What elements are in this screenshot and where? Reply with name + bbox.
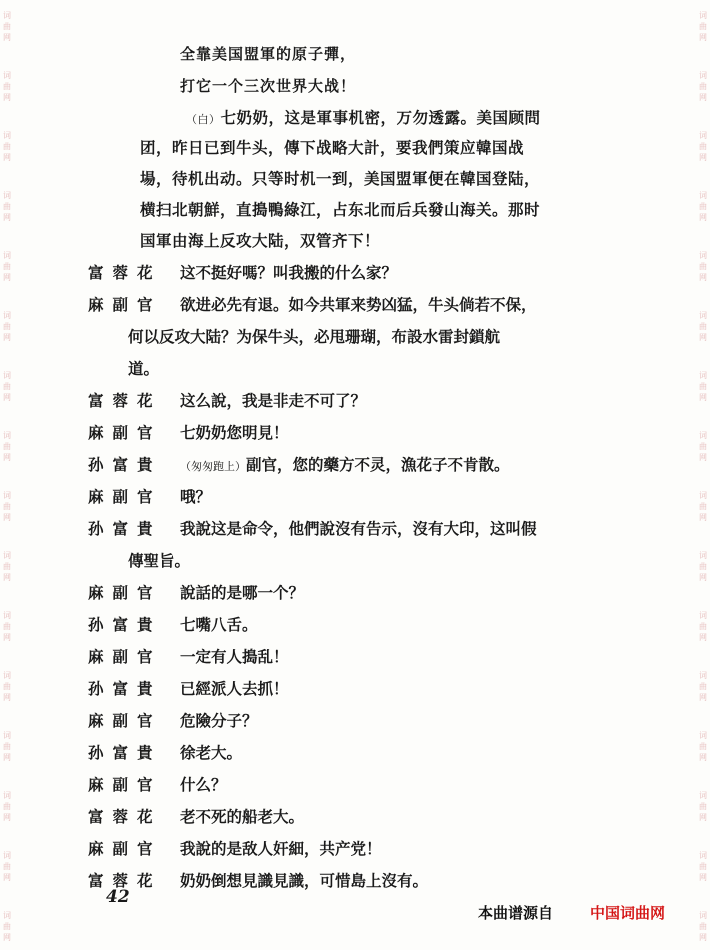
watermark-char: 曲 — [699, 142, 707, 151]
watermark-char: 网 — [3, 453, 11, 462]
speaker-name: 富蓉花 — [88, 807, 162, 826]
speaker-name: 麻副官 — [88, 647, 162, 666]
watermark-char: 网 — [699, 393, 707, 402]
watermark-char: 曲 — [699, 502, 707, 511]
watermark-mark — [0, 430, 14, 463]
narration-line: 七奶奶，这是軍事机密，万勿透露。美国顾問 — [220, 108, 541, 127]
speaker-name: 富蓉花 — [88, 871, 162, 890]
dialogue-text: 什么？ — [180, 775, 227, 794]
watermark-char: 网 — [699, 33, 707, 42]
watermark-char: 网 — [3, 693, 11, 702]
watermark-mark — [696, 790, 710, 823]
watermark-char: 曲 — [699, 382, 707, 391]
watermark-char: 词 — [699, 611, 707, 620]
watermark-mark — [0, 670, 14, 703]
watermark-char: 网 — [3, 513, 11, 522]
watermark-mark — [0, 790, 14, 823]
watermark-char: 曲 — [3, 622, 11, 631]
dialogue-text: 这不挺好嗎？叫我搬的什么家？ — [180, 263, 398, 282]
watermark-char: 词 — [699, 491, 707, 500]
watermark-char: 网 — [699, 753, 707, 762]
dialogue-text: 我說的是敌人奸細，共产党！ — [180, 839, 382, 858]
watermark-mark — [0, 250, 14, 283]
watermark-mark — [0, 730, 14, 763]
watermark-char: 曲 — [699, 82, 707, 91]
watermark-mark — [0, 850, 14, 883]
dialogue-text: 已經派人去抓！ — [180, 679, 289, 698]
watermark-char: 曲 — [699, 862, 707, 871]
watermark-mark — [696, 10, 710, 43]
dialogue-text: 欲进必先有退。如今共軍来势凶猛，牛头倘若不保， — [180, 295, 537, 314]
watermark-char: 词 — [3, 671, 11, 680]
watermark-char: 词 — [3, 491, 11, 500]
narration-line: 国軍由海上反攻大陆，双管齐下！ — [140, 231, 381, 250]
watermark-char: 网 — [699, 453, 707, 462]
watermark-char: 曲 — [699, 922, 707, 931]
speaker-name: 麻副官 — [88, 711, 162, 730]
watermark-char: 词 — [3, 71, 11, 80]
watermark-char: 网 — [699, 93, 707, 102]
watermark-char: 词 — [699, 731, 707, 740]
dialogue-text: 老不死的船老大。 — [180, 807, 305, 826]
watermark-char: 曲 — [699, 802, 707, 811]
watermark-char: 网 — [699, 633, 707, 642]
watermark-mark — [0, 910, 14, 943]
speaker-name: 富蓉花 — [88, 391, 162, 410]
watermark-mark — [696, 490, 710, 523]
dialogue-line — [180, 613, 258, 635]
dialogue-line — [180, 293, 537, 315]
watermark-char: 词 — [3, 131, 11, 140]
watermark-mark — [0, 550, 14, 583]
watermark-mark — [696, 550, 710, 583]
dialogue-text: 这么說，我是非走不可了？ — [180, 391, 367, 410]
watermark-char: 词 — [3, 191, 11, 200]
watermark-char: 曲 — [3, 502, 11, 511]
watermark-mark — [696, 130, 710, 163]
watermark-char: 曲 — [3, 682, 11, 691]
watermark-mark — [696, 190, 710, 223]
watermark-char: 曲 — [3, 202, 11, 211]
watermark-char: 词 — [699, 671, 707, 680]
watermark-right — [696, 0, 710, 950]
watermark-mark — [0, 310, 14, 343]
dialogue-line — [180, 453, 510, 475]
watermark-mark — [0, 10, 14, 43]
watermark-char: 网 — [699, 873, 707, 882]
watermark-char: 词 — [699, 431, 707, 440]
watermark-char: 网 — [3, 393, 11, 402]
dialogue-line — [180, 645, 289, 667]
watermark-char: 网 — [699, 513, 707, 522]
watermark-char: 词 — [3, 611, 11, 620]
dialogue-line — [180, 485, 211, 507]
watermark-char: 网 — [699, 693, 707, 702]
watermark-char: 词 — [3, 311, 11, 320]
watermark-char: 词 — [3, 851, 11, 860]
watermark-char: 曲 — [699, 682, 707, 691]
footer-site-name: 中国词曲网 — [590, 904, 666, 922]
watermark-char: 曲 — [3, 802, 11, 811]
watermark-char: 曲 — [699, 742, 707, 751]
watermark-mark — [696, 250, 710, 283]
dialogue-text: 危險分子？ — [180, 711, 258, 730]
watermark-char: 网 — [3, 333, 11, 342]
watermark-char: 网 — [699, 273, 707, 282]
watermark-mark — [696, 310, 710, 343]
speaker-name: 孙富貴 — [88, 455, 162, 474]
watermark-mark — [696, 70, 710, 103]
dialogue-text: 七嘴八舌。 — [180, 615, 258, 634]
watermark-char: 网 — [699, 813, 707, 822]
speaker-name: 孙富貴 — [88, 743, 162, 762]
watermark-char: 词 — [3, 11, 11, 20]
dialogue-line — [180, 421, 289, 443]
dialogue-line — [180, 261, 397, 283]
dialogue-line — [180, 517, 537, 539]
verse-line: 打它一个三次世界大战！ — [180, 77, 357, 95]
watermark-char: 曲 — [3, 262, 11, 271]
watermark-char: 曲 — [3, 82, 11, 91]
watermark-mark — [696, 610, 710, 643]
narration-line: 横扫北朝鮮，直搗鴨綠江，占东北而后兵發山海关。那时 — [140, 200, 541, 219]
narration-line: 場，待机出动。只等时机一到，美国盟軍便在韓国登陆， — [140, 169, 541, 188]
speaker-name: 麻副官 — [88, 487, 162, 506]
watermark-char: 词 — [699, 791, 707, 800]
dialogue-text: 七奶奶您明見！ — [180, 423, 289, 442]
stage-direction: （匆匆跑上） — [180, 460, 246, 473]
watermark-char: 曲 — [3, 442, 11, 451]
watermark-mark — [0, 370, 14, 403]
stage-direction: （白） — [186, 113, 221, 126]
watermark-char: 词 — [3, 251, 11, 260]
watermark-char: 曲 — [699, 22, 707, 31]
watermark-char: 词 — [3, 731, 11, 740]
speaker-name: 富蓉花 — [88, 263, 162, 282]
watermark-mark — [0, 610, 14, 643]
dialogue-continuation: 道。 — [128, 359, 160, 378]
speaker-name: 麻副官 — [88, 583, 162, 602]
watermark-char: 网 — [3, 753, 11, 762]
watermark-mark — [0, 490, 14, 523]
watermark-char: 词 — [699, 11, 707, 20]
dialogue-continuation: 傳聖旨。 — [128, 551, 191, 570]
footer-source-label: 本曲谱源自 — [478, 904, 554, 922]
watermark-char: 曲 — [699, 322, 707, 331]
watermark-char: 曲 — [3, 922, 11, 931]
watermark-mark — [0, 130, 14, 163]
watermark-char: 词 — [699, 71, 707, 80]
watermark-char: 网 — [3, 933, 11, 942]
watermark-char: 曲 — [3, 142, 11, 151]
watermark-char: 词 — [699, 551, 707, 560]
dialogue-text: 哦？ — [180, 487, 212, 506]
watermark-char: 网 — [3, 273, 11, 282]
watermark-char: 词 — [699, 371, 707, 380]
dialogue-text: 一定有人搗乱！ — [180, 647, 289, 666]
watermark-char: 曲 — [699, 562, 707, 571]
watermark-char: 曲 — [699, 442, 707, 451]
watermark-char: 网 — [3, 213, 11, 222]
watermark-char: 网 — [699, 573, 707, 582]
watermark-char: 网 — [699, 153, 707, 162]
watermark-char: 网 — [3, 33, 11, 42]
watermark-char: 词 — [3, 791, 11, 800]
watermark-char: 曲 — [3, 562, 11, 571]
watermark-char: 曲 — [3, 22, 11, 31]
speaker-name: 孙富貴 — [88, 519, 162, 538]
watermark-char: 网 — [3, 813, 11, 822]
watermark-char: 词 — [699, 131, 707, 140]
speaker-name: 麻副官 — [88, 423, 162, 442]
dialogue-line — [180, 869, 428, 891]
speaker-name: 麻副官 — [88, 775, 162, 794]
narration-line: 团，昨日已到牛头，傳下战略大計，要我們策应韓国战 — [140, 138, 525, 157]
narration-block — [140, 106, 620, 256]
page-number: 42 — [106, 887, 130, 907]
watermark-char: 词 — [3, 551, 11, 560]
watermark-mark — [696, 910, 710, 943]
dialogue-line — [180, 837, 382, 859]
watermark-char: 网 — [699, 333, 707, 342]
watermark-char: 曲 — [3, 742, 11, 751]
watermark-char: 网 — [3, 153, 11, 162]
watermark-char: 网 — [3, 93, 11, 102]
watermark-mark — [0, 70, 14, 103]
watermark-left — [0, 0, 14, 950]
watermark-char: 词 — [699, 251, 707, 260]
dialogue-text: 徐老大。 — [180, 743, 243, 762]
verse-line: 全靠美国盟軍的原子彈， — [180, 45, 357, 63]
watermark-char: 曲 — [3, 322, 11, 331]
dialogue-continuation: 何以反攻大陆？为保牛头，必甩珊瑚，布設水雷封鎖航 — [128, 327, 501, 346]
speaker-name: 孙富貴 — [88, 679, 162, 698]
speaker-name: 孙富貴 — [88, 615, 162, 634]
watermark-char: 曲 — [3, 862, 11, 871]
watermark-char: 网 — [3, 573, 11, 582]
speaker-name: 麻副官 — [88, 839, 162, 858]
watermark-mark — [696, 730, 710, 763]
dialogue-line — [180, 677, 289, 699]
dialogue-line — [180, 741, 242, 763]
watermark-char: 词 — [3, 911, 11, 920]
watermark-char: 词 — [699, 851, 707, 860]
watermark-mark — [696, 670, 710, 703]
speaker-name: 麻副官 — [88, 295, 162, 314]
watermark-char: 曲 — [3, 382, 11, 391]
watermark-char: 词 — [3, 431, 11, 440]
dialogue-line — [180, 709, 258, 731]
watermark-mark — [696, 850, 710, 883]
watermark-mark — [696, 370, 710, 403]
watermark-char: 词 — [699, 911, 707, 920]
dialogue-text: 奶奶倒想見識見識，可惜島上沒有。 — [180, 871, 429, 890]
watermark-char: 网 — [699, 933, 707, 942]
watermark-char: 词 — [699, 311, 707, 320]
dialogue-text: 副官，您的藥方不灵，漁花子不肯散。 — [246, 455, 510, 474]
dialogue-line — [180, 805, 304, 827]
watermark-char: 网 — [699, 213, 707, 222]
dialogue-line — [180, 773, 227, 795]
watermark-char: 曲 — [699, 622, 707, 631]
watermark-char: 网 — [3, 873, 11, 882]
watermark-char: 曲 — [699, 202, 707, 211]
watermark-char: 词 — [699, 191, 707, 200]
dialogue-text: 說話的是哪一个？ — [180, 583, 305, 602]
dialogue-line — [180, 389, 366, 411]
watermark-char: 曲 — [699, 262, 707, 271]
dialogue-line — [180, 581, 304, 603]
watermark-char: 网 — [3, 633, 11, 642]
dialogue-text: 我說这是命令，他們說沒有告示，沒有大印，这叫假 — [180, 519, 537, 538]
watermark-char: 词 — [3, 371, 11, 380]
watermark-mark — [0, 190, 14, 223]
watermark-mark — [696, 430, 710, 463]
